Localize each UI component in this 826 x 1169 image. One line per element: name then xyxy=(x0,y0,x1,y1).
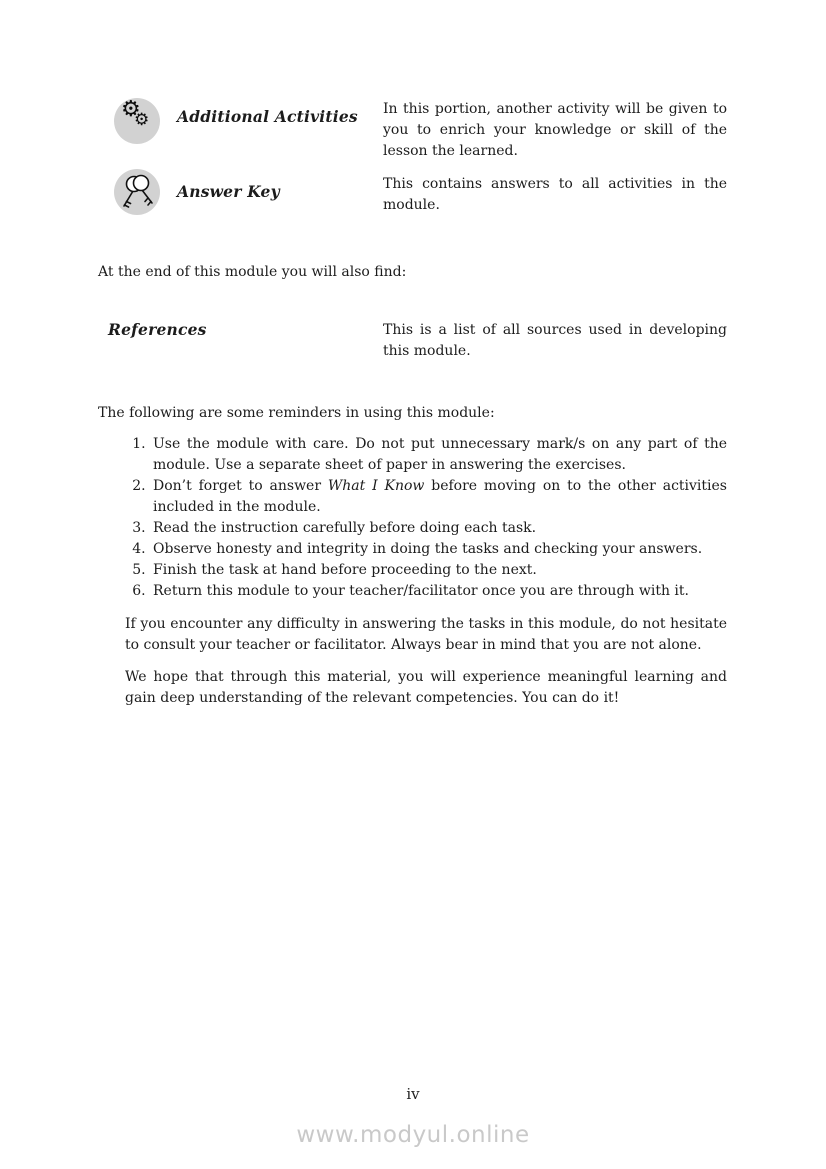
reminder-text: Don’t forget to answer xyxy=(153,478,328,494)
references-row xyxy=(98,320,727,362)
reminders-list xyxy=(98,434,727,602)
legend-row-additional-activities xyxy=(98,98,727,162)
reminder-italic-text: What I Know xyxy=(327,478,425,494)
reminder-item-1 xyxy=(150,434,727,476)
references-label: References xyxy=(108,320,207,339)
end-note-text: At the end of this module you will also find: xyxy=(98,264,407,280)
page-number: iv xyxy=(406,1085,420,1103)
legend-label: Answer Key xyxy=(177,182,280,201)
reminder-text: Return this module to your teacher/facilitator once you are through with it. xyxy=(153,583,689,599)
icon-cell xyxy=(98,98,177,144)
reminders-intro: The following are some reminders in using this module: xyxy=(98,405,495,421)
references-description: This is a list of all sources used in developing this module. xyxy=(383,322,727,359)
reminder-text: before moving on to the other activities included in the module. xyxy=(153,478,727,515)
legend-description: In this portion, another activity will be given to you to enrich your knowledge or skill of the lesson the learned. xyxy=(383,101,727,159)
icon-cell xyxy=(98,169,177,215)
legend-label: Additional Activities xyxy=(177,107,358,126)
gear-big-glyph: ⚙ xyxy=(121,98,141,122)
closing-paragraph-2: We hope that through this material, you will experience meaningful learning and gain deep understanding of the relevant competencies. You can do it! xyxy=(125,669,727,706)
gear-small-glyph: ⚙ xyxy=(134,110,150,130)
key-icon xyxy=(114,169,160,215)
key-icon-graphic xyxy=(117,172,157,212)
watermark-text: www.modyul.online xyxy=(296,1122,530,1148)
gears-icon xyxy=(114,98,160,144)
reminder-text: Read the instruction carefully before doing each task. xyxy=(153,520,537,536)
reminder-text: Use the module with care. Do not put unnecessary mark/s on any part of the module. Use a separate sheet of paper in answering the exercises. xyxy=(153,436,727,473)
reminder-item-2 xyxy=(150,476,727,518)
page-content xyxy=(98,98,727,709)
reminder-text: Observe honesty and integrity in doing the tasks and checking your answers. xyxy=(153,541,703,557)
closing-paragraph-1: If you encounter any difficulty in answering the tasks in this module, do not hesitate to consult your teacher or facilitator. Always bear in mind that you are not alone. xyxy=(125,616,727,653)
reminder-item-3 xyxy=(150,518,727,539)
reminder-item-6 xyxy=(150,581,727,602)
reminder-item-4 xyxy=(150,539,727,560)
legend-row-answer-key xyxy=(98,169,727,216)
reminder-text: Finish the task at hand before proceeding to the next. xyxy=(153,562,537,578)
legend-description: This contains answers to all activities in the module. xyxy=(383,176,727,213)
reminder-item-5 xyxy=(150,560,727,581)
